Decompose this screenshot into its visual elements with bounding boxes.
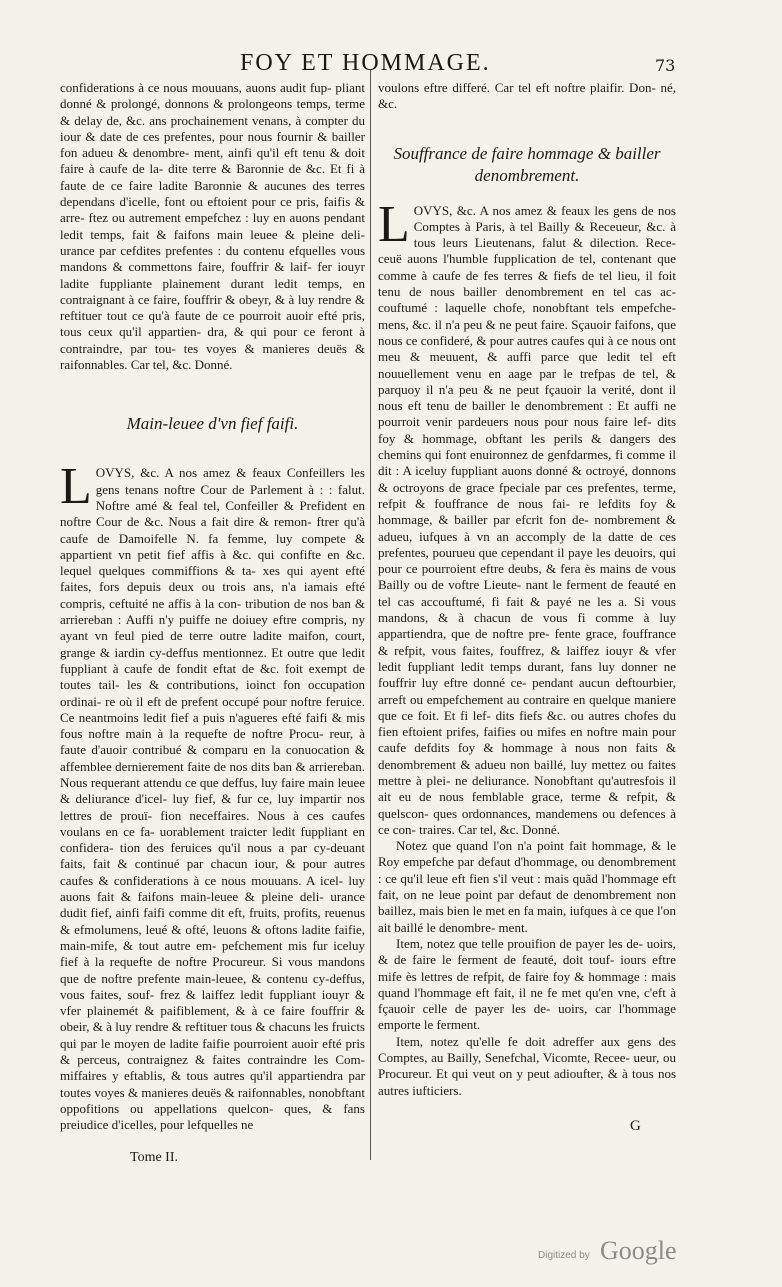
letter-main-leuee [60,458,365,1133]
right-letter-text: OVYS, &c. A nos amez & feaux les gens de nos Comptes à Paris, à tel Bailly & Receueur, &c. à tous leurs Lieutenans, falut & dilection. Rece- ceuë auons l'humble fupplication de tel, contenant que comme à caufe de fes terres & fiefs de tel lieu, il foit tenu de nous bailler denombrement en tel cas ac- couftumé : laquelle chofe, nonobftant tels empefche- mens, &c. il n'a peu & ne peut faire. Sçauoir faifons, que nous ce confideré, & pour autres caufes qui à ce nous ont meu & meuuent, & auffi parce que ledit tel eft nouuellement venu en aage par le trefpas de tel, & parquoy il n'a peu & ne peut fçauoir la verité, dont il nous eft tenu de bailler le denombrement : Et auffi ne pourroit venir pardeuers nous pour nous faire lef- dits foy & hommage, obftant les perils & dangers des chemins qui font enuironnez de genfdarmes, fi comme il dit : A iceluy fuppliant auons donné & octroyé, donnons & octroyons de grace fpeciale par ces prefentes, terme, refpit & fouffrance de nous fai- re lefdits foy & hommage, & bailler par efcrit fon de- nombrement & adueu, iufques à vn an accomply de la datte de ces prefentes, pourueu que cependant il paye les deuoirs, qui pour ce pourroient eftre deubs, & fera ès mains de vous Bailly ou de voftre Lieute- nant le ferment de feauté en tel cas accouftumé, fi fait & payé ne les a. Si vous mandons, & à chacun de vous fi comme à luy appartiendra, que de noftre pre- fente grace, fouffrance & refpit, vous faites, fouffrez, & laiffez iouyr & vfer ledit fuppliant ledit temps durant, fans luy donner ne fouffrir luy eftre donné ce- pendant aucun deftourbier, arreft ou empefchement au contraire en quelque maniere que ce foit. Et fi lef- dits fiefs &c. ou autres chofes du fien eftoient prifes, faifies ou mifes en noftre main pour caufe defdits foy & hommage à nous non faits & denombrement & adueu non baillé, luy mettez ou faites mettre à plei- ne deliurance. Nonobftant qu'autresfois il ait eu de nous femblable grace, terme & refpit, & quelscon- ques ordonnances, mandemens ou defences à ce con- traires. Car tel, &c. Donné. [378,202,676,837]
letter-souffrance [378,195,676,839]
gathering-signature: G [630,1118,641,1134]
left-column [60,80,365,1134]
watermark-prefix: Digitized by [538,1250,590,1261]
running-head [0,50,782,80]
note-paragraph: Notez que quand l'on n'a point fait hommage, & le Roy empefche par defaut d'hommage, ou denombrement : ce qu'il leue eft fien s'il veut : mais quãd l'hommage eft fait, on ne leue point par defaut de denombrement non baillez, mais bien le met en fa main, iufques à ce que l'on ait baillé le denombre- ment. [378,838,676,935]
note-paragraph: Item, notez qu'elle fe doit adreffer aux gens des Comptes, au Bailly, Senefchal, Vicomte, Recee- ueur, ou Procureur. Et qui veut on y peut adioufter, & à tous nos autres iufticiers. [378,1033,676,1098]
right-column [378,80,676,1099]
dropcap: L [60,458,92,516]
digitization-watermark [538,1236,738,1266]
section-heading-souffrance: Souffrance de faire hommage & bailler denombrement. [393,143,661,185]
dropcap: L [378,195,410,253]
left-letter-text: OVYS, &c. A nos amez & feaux Confeillers les gens tenans noftre Cour de Parlement à : : falut. Noftre amé & feal tel, Confeiller & Prefident en noftre Cour de &c. Nous a fait dire & remon- ftrer qu'à caufe de Damoifelle N. fa femme, luy compete & appartient vn petit fief affis à &c. qui confifte en &c. lequel quelques commiffions & ta- xes qui ayent efté faites, fors depuis deux ou trois ans, n'a iamais efté compris, ceftuité ne affis à la con- tribution de nos ban & arriereban : Auffi n'y puiffe ne doiuey eftre compris, ny ayant vn feul pied de terre outre ladite maifon, court, grange & iardin cy-deffus mentionnez. Et outre que ledit fuppliant à caufe de fondit eftat de &c. foit exempt de toutes tail- les & contributions, ioinct fon occupation ordinai- re où il eft de prefent occupé pour noftre feruice. Ce neantmoins ledit fief a puis n'agueres efté faifi & mis fous noftre main à la requefte de noftre Procu- reur, à faute d'auoir contribué & comparu en la conuocation & affemblee dernierement faite de nos dits ban & arriereban. Nous requerant attendu ce que deffus, luy faire main leuee & deliurance d'icel- luy fief, & fur ce, luy impartir nos lettres de prouï- fion neceffaires. Nous à ces caufes voulans en ce fa- uorablement traicter ledit fuppliant en confidera- tion des feruices qu'il nous a par cy-deuant faits, fait & continué par chacun iour, & pour autres caufes & confiderations à ce nous mouuans. A icel- luy auons fait & faifons main-leuee & pleine deli- urance dudit fief, ainfi faifi comme dit eft, fruits, profits, reuenus & efmolumens, leué & ofté, leuons & oftons ladite faifie, main-mife, & tout autre em- pefchement mis fur iceluy fief à la requefte de noftre Procureur. Si vous mandons que de noftre prefente main-leuee, & contenu cy-deffus, vous faites, souf- frez & laiffez ledit fuppliant iouyr & vfer plainemét & paifiblement, & à ce faire fouffrir & obeir, & à luy rendre & reftituer tous & chacuns les fruicts qui par le moyen de ladite faifie pourroient auoir efté pris & perceus, contraignez & faites contraindre les Com- miffaires y eftablis, & tous autres qu'il appartiendra par toutes voyes & manieres deuës & raifonnables, nonobftant oppofitions ou appellations quelcon- ques, & fans preiudice d'icelles, pour lefquelles ne [60,465,365,1133]
google-logo: Google [600,1236,677,1265]
note-paragraph: Item, notez que telle prouifion de payer les de- uoirs, & de faire le ferment de feauté, doit touf- iours eftre mife ès lettres de refpit, de faire foy & hommage : mais quand l'hommage eft fait, il ne fe met qu'en vne, c'eft à fçauoir celle de payer les de- uoirs, car l'hommage emporte le ferment. [378,935,676,1033]
volume-signature: Tome II. [130,1150,179,1165]
right-paragraph-continued: voulons eftre differé. Car tel eft noftre plaifir. Don- né, &c. [378,80,676,112]
column-divider [370,70,371,1160]
left-paragraph-continued: confiderations à ce nous mouuans, auons audit fup- pliant donné & prolongé, donnons & prolongeons temps, terme & delay de, &c. ans prochainement venans, à compter du iour & date de ces prefentes, pour nous fournir & bailler fon adueu & denombre- ment, ainfi qu'il eft tenu & doit faire à caufe de la- dite terre & Baronnie de &c. Et fi à faute de ce faire ladite Baronnie & aucunes des terres dependans d'icelle, font ou eftoient pour ce pris, faifis & arre- ftez ou autrement empefchez : luy en auons pendant ledit temps, fait & faifons main leuee & pleine deli- urance par cefdites prefentes : du contenu efquelles vous mandons & commettons faire, fouffrir & laif- fer iouyr ladite fuppliante plainement durant ledit temps, en contraignant à ce faire, fouffrir & obeyr, & à luy rendre & reftituer tout ce qu'à faute de ce pourroit auoir efté pris, tous ceux qu'il appartien- dra, & qui pour ce feront à contraindre, par tou- tes voyes & manieres deuës & raifonnables. Car tel, &c. Donné. [60,80,365,373]
page-number: 73 [655,56,676,75]
running-title: FOY ET HOMMAGE. [240,50,491,76]
section-heading-main-leuee: Main-leuee d'vn fief faifi. [126,414,299,434]
